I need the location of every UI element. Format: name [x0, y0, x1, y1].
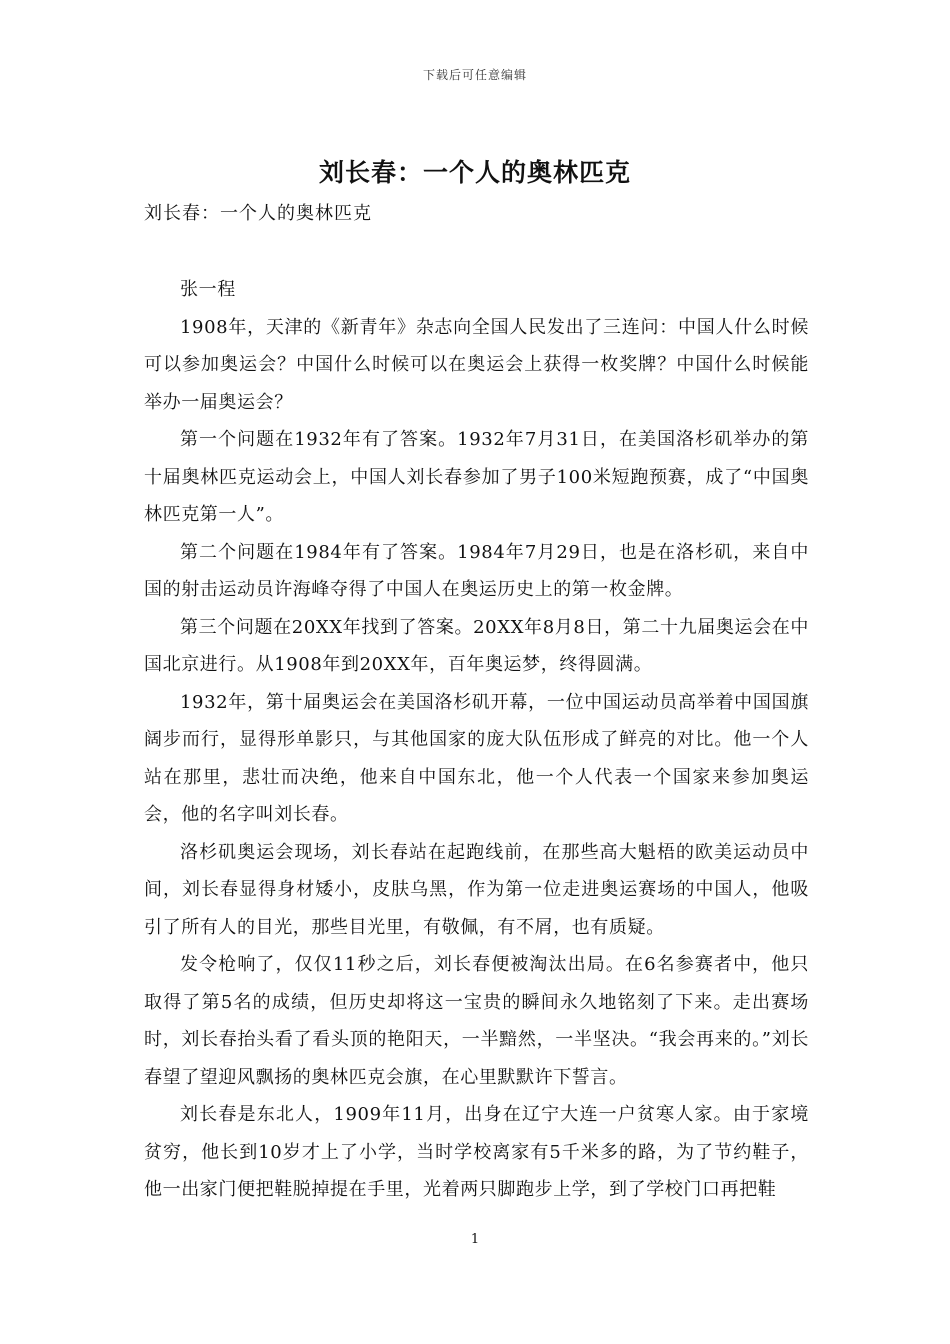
document-subtitle: 刘长春：一个人的奥林匹克: [144, 203, 372, 224]
document-title: 刘长春：一个人的奥林匹克: [318, 158, 631, 187]
paragraph: 洛杉矶奥运会现场，刘长春站在起跑线前，在那些高大魁梧的欧美运动员中间，刘长春显得身材矮小，皮肤乌黑，作为第一位走进奥运赛场的中国人，他吸引了所有人的目光，那些目光里，有敬佩，有不屑，也有质疑。: [144, 841, 809, 938]
paragraph: 第一个问题在1932年有了答案。1932年7月31日，在美国洛杉矶举办的第十届奥林匹克运动会上，中国人刘长春参加了男子100米短跑预赛，成了“中国奥林匹克第一人”。: [144, 429, 809, 525]
paragraph: 1908年，天津的《新青年》杂志向全国人民发出了三连问：中国人什么时候可以参加奥运会？中国什么时候可以在奥运会上获得一枚奖牌？中国什么时候能举办一届奥运会？: [144, 316, 809, 413]
paragraph: 发令枪响了，仅仅11秒之后，刘长春便被淘汰出局。在6名参赛者中，他只取得了第5名的成绩，但历史却将这一宝贵的瞬间永久地铭刻了下来。走出赛场时，刘长春抬头看了看头顶的艳阳天，一半黯然，一半坚决。“我会再来的。”刘长春望了望迎风飘扬的奥林匹克会旗，在心里默默许下誓言。: [144, 954, 809, 1088]
document-body: [144, 271, 809, 1209]
paragraph: 第二个问题在1984年有了答案。1984年7月29日，也是在洛杉矶，来自中国的射击运动员许海峰夺得了中国人在奥运历史上的第一枚金牌。: [144, 541, 809, 600]
paragraph: 第三个问题在20XX年找到了答案。20XX年8月8日，第二十九届奥运会在中国北京进行。从1908年到20XX年，百年奥运梦，终得圆满。: [144, 616, 809, 675]
author-line: 张一程: [180, 279, 236, 300]
page-number: 1: [470, 1232, 480, 1247]
paragraph: 刘长春是东北人，1909年11月，出身在辽宁大连一户贫寒人家。由于家境贫穷，他长到10岁才上了小学，当时学校离家有5千米多的路，为了节约鞋子，他一出家门便把鞋脱掉提在手里，光着两只脚跑步上学，到了学校门口再把鞋: [144, 1104, 809, 1200]
page-header-note: 下载后可任意编辑: [422, 68, 527, 82]
paragraph: 1932年，第十届奥运会在美国洛杉矶开幕，一位中国运动员高举着中国国旗阔步而行，显得形单影只，与其他国家的庞大队伍形成了鲜亮的对比。他一个人站在那里，悲壮而决绝，他来自中国东北，他一个人代表一个国家来参加奥运会，他的名字叫刘长春。: [144, 691, 809, 825]
